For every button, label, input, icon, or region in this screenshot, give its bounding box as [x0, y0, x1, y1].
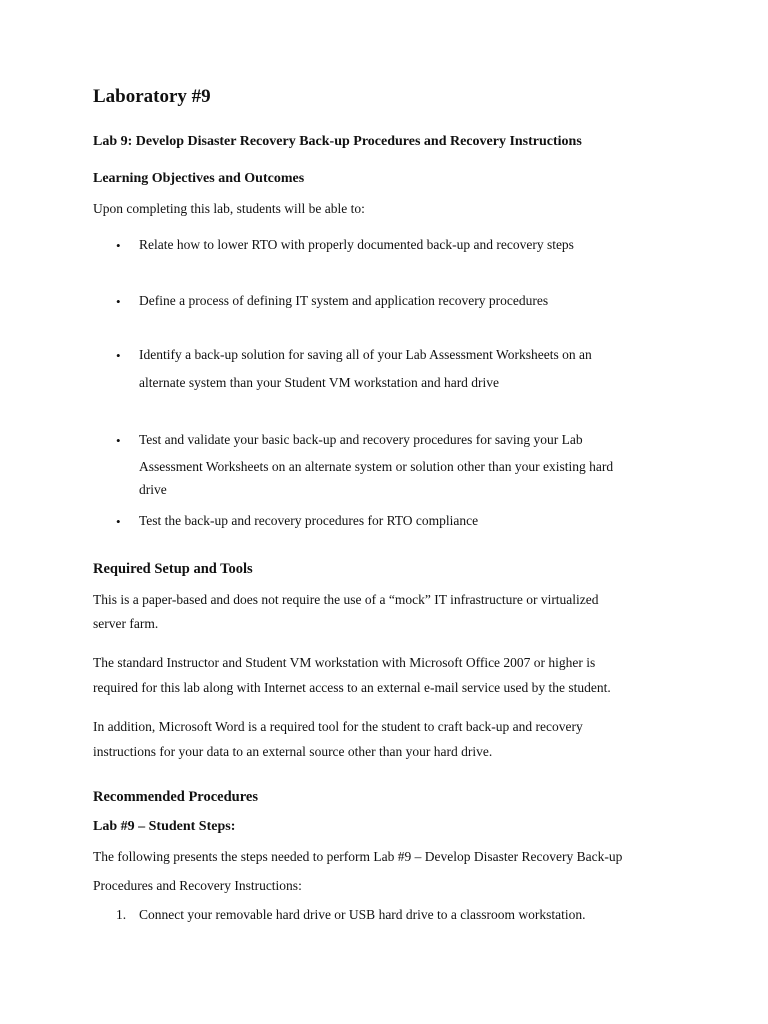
procedures-heading: Recommended Procedures	[93, 789, 258, 805]
objective-line: alternate system than your Student VM workstation and hard drive	[139, 375, 500, 390]
paragraph-line: instructions for your data to an external source other than your hard drive.	[93, 744, 493, 759]
objective-line: Define a process of defining IT system and application recovery procedures	[139, 293, 549, 308]
objectives-heading: Learning Objectives and Outcomes	[93, 171, 305, 186]
document-title: Laboratory #9	[93, 86, 211, 107]
paragraph-line: The standard Instructor and Student VM workstation with Microsoft Office 2007 or higher is	[93, 655, 596, 670]
setup-heading: Required Setup and Tools	[93, 561, 253, 577]
objective-line: drive	[139, 482, 167, 497]
student-steps-heading: Lab #9 – Student Steps:	[93, 819, 236, 834]
bullet-glyph: •	[116, 238, 121, 253]
objective-line: Relate how to lower RTO with properly documented back-up and recovery steps	[139, 237, 574, 252]
objective-line: Identify a back-up solution for saving all of your Lab Assessment Worksheets on an	[139, 347, 592, 362]
objective-line: Test and validate your basic back-up and recovery procedures for saving your Lab	[139, 432, 583, 447]
paragraph-line: The following presents the steps needed to perform Lab #9 – Develop Disaster Recovery Back-up	[93, 849, 623, 864]
objective-line: Assessment Worksheets on an alternate system or solution other than your existing hard	[139, 459, 614, 474]
bullet-glyph: •	[116, 433, 121, 448]
paragraph-line: server farm.	[93, 616, 159, 631]
step-text: Connect your removable hard drive or USB hard drive to a classroom workstation.	[139, 907, 586, 922]
objective-line: Test the back-up and recovery procedures for RTO compliance	[139, 513, 479, 528]
paragraph-line: required for this lab along with Internet access to an external e-mail service used by the student.	[93, 680, 611, 695]
objectives-intro: Upon completing this lab, students will be able to:	[93, 201, 365, 216]
bullet-glyph: •	[116, 514, 121, 529]
bullet-glyph: •	[116, 294, 121, 309]
paragraph-line: This is a paper-based and does not require the use of a “mock” IT infrastructure or virtualized	[93, 592, 599, 607]
paragraph-line: In addition, Microsoft Word is a required tool for the student to craft back-up and recovery	[93, 719, 583, 734]
paragraph-line: Procedures and Recovery Instructions:	[93, 878, 302, 893]
bullet-glyph: •	[116, 348, 121, 363]
step-number: 1.	[116, 907, 127, 922]
lab-heading: Lab 9: Develop Disaster Recovery Back-up Procedures and Recovery Instructions	[93, 134, 582, 149]
